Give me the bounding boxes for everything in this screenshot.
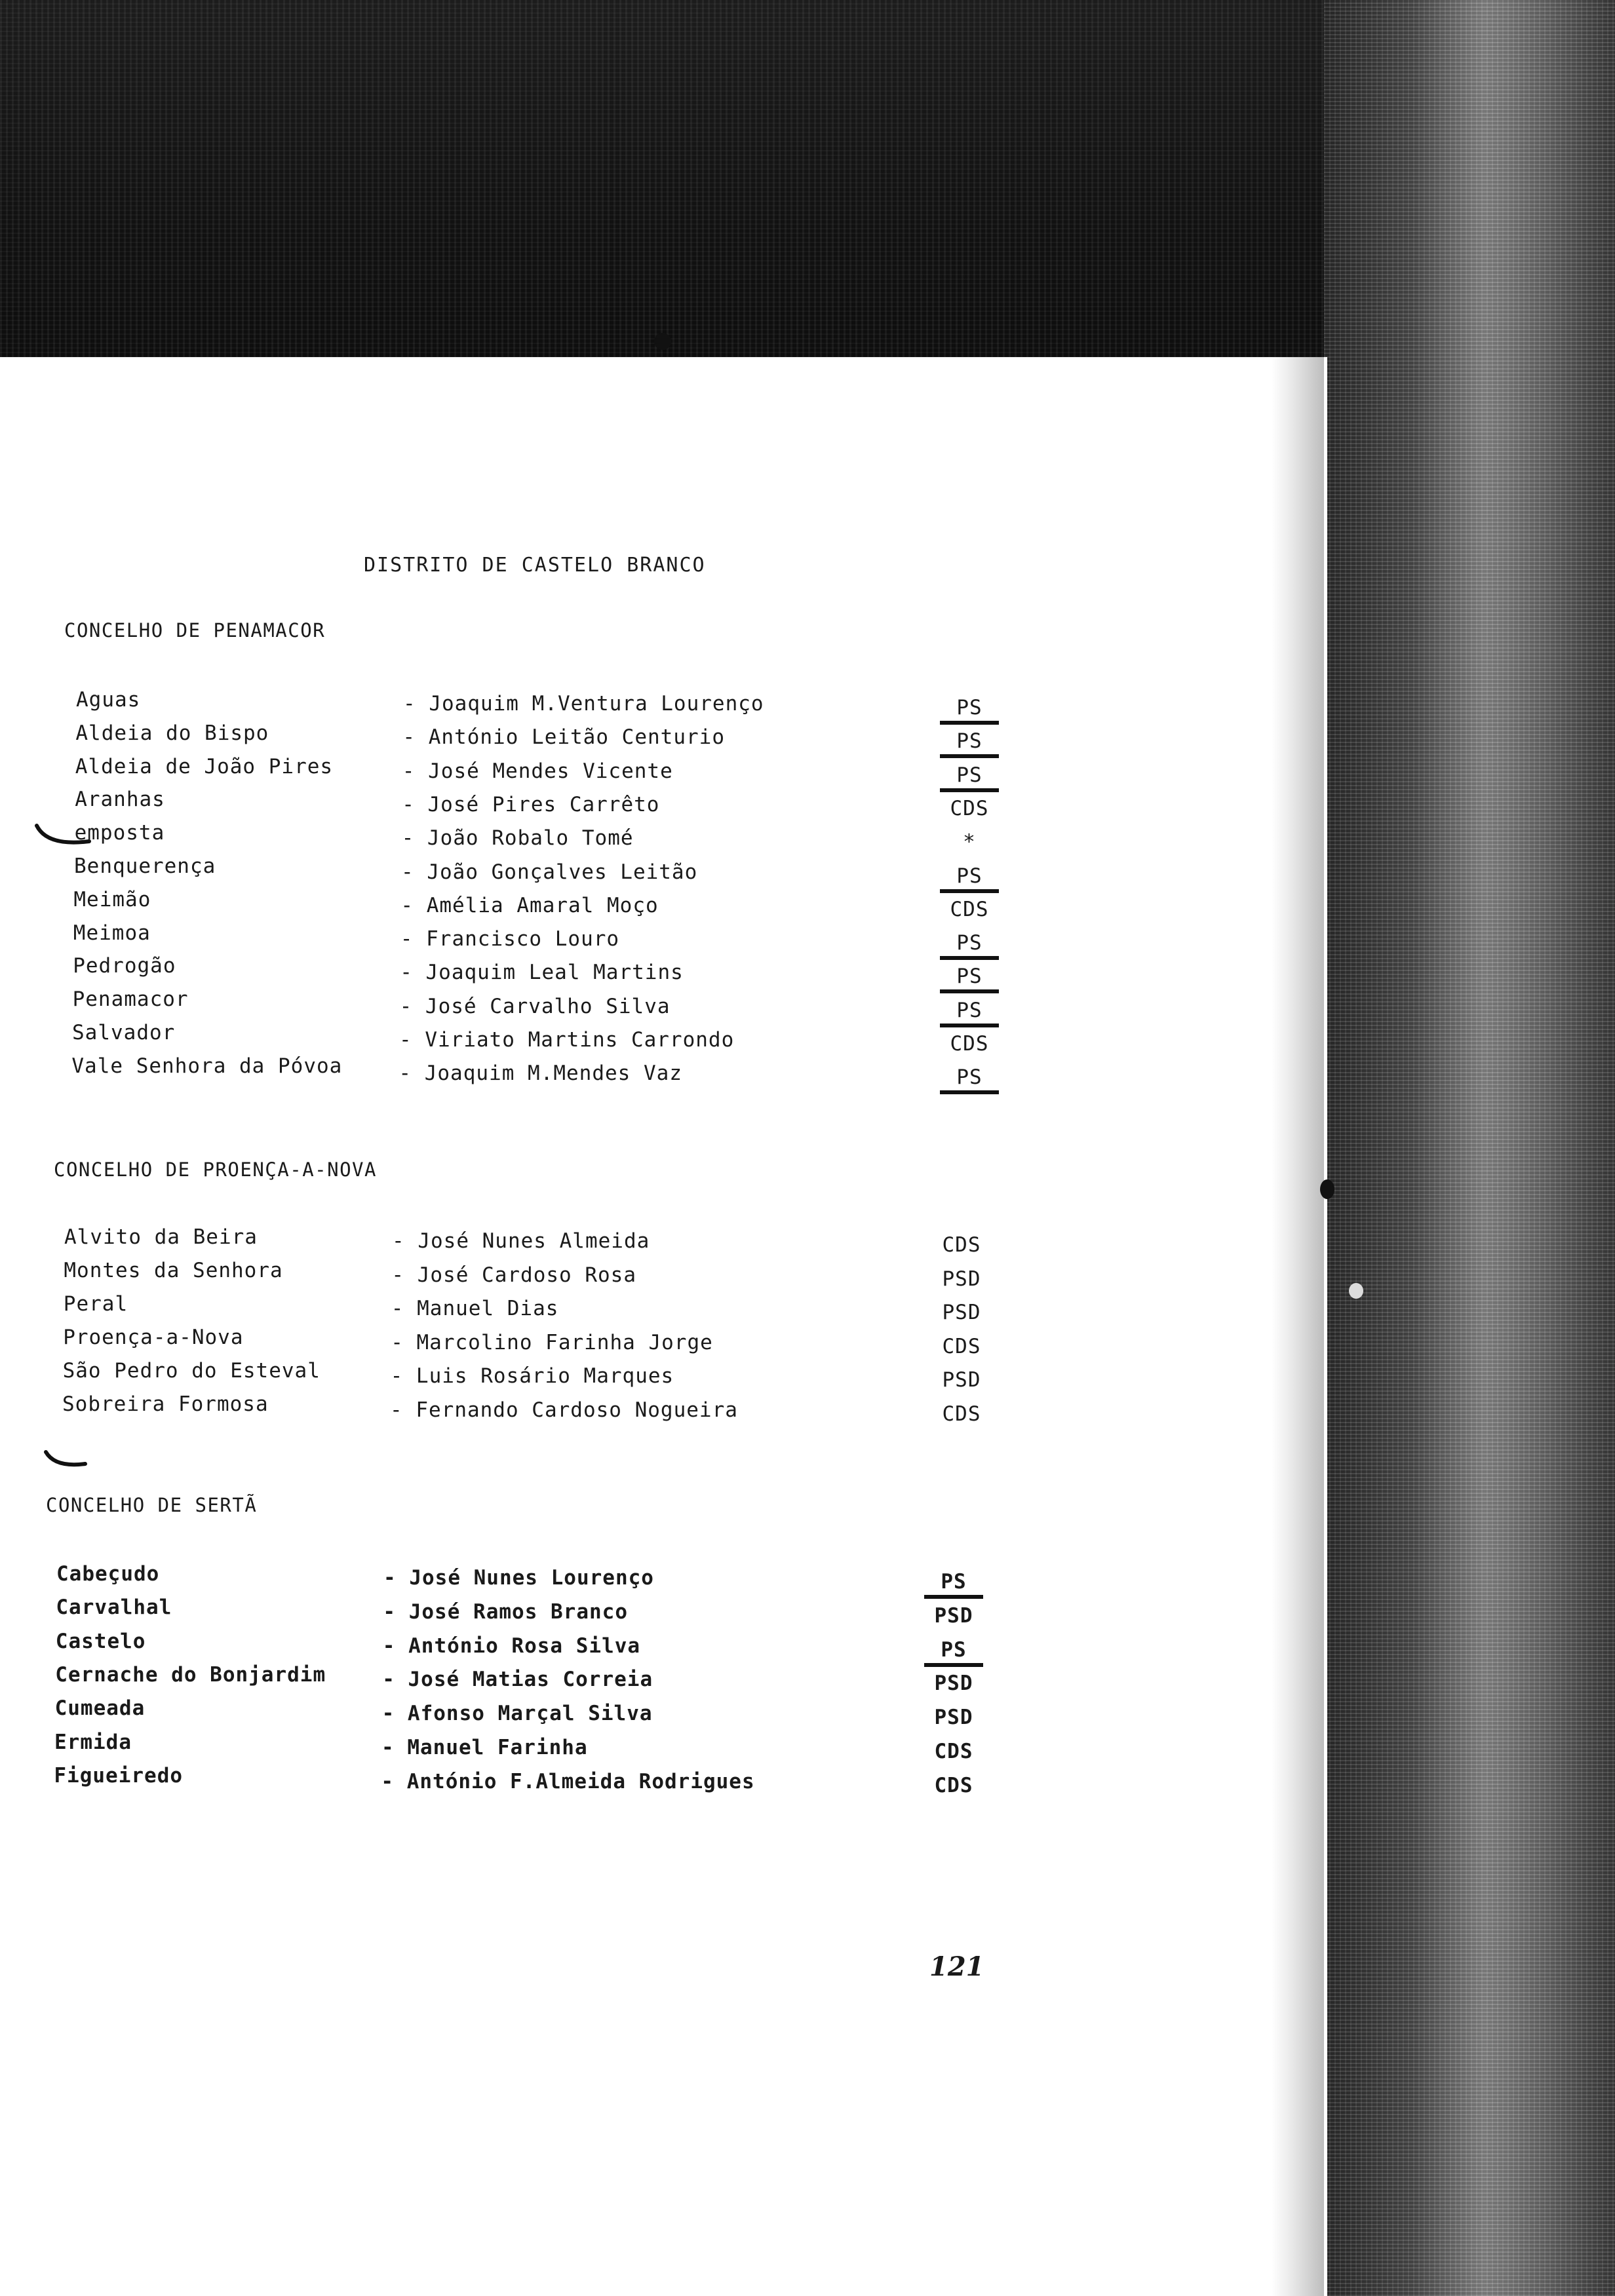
president-name: - José Ramos Branco: [383, 1599, 628, 1624]
president-name: - Marcolino Farinha Jorge: [391, 1330, 713, 1354]
party-label: PS: [940, 696, 999, 725]
parish-name: Pedrogão: [73, 954, 176, 978]
president-name: - José Cardoso Rosa: [391, 1263, 636, 1287]
parish-name: Alvito da Beira: [64, 1225, 258, 1249]
party-label: CDS: [934, 1740, 973, 1763]
party-label: PS: [940, 763, 999, 792]
parish-name: Cernache do Bonjardim: [55, 1662, 326, 1687]
section-heading: CONCELHO DE PENAMACOR: [64, 619, 326, 641]
parish-name: Montes da Senhora: [64, 1259, 283, 1282]
president-name: - António F.Almeida Rodrigues: [381, 1769, 755, 1793]
parish-name: Carvalhal: [56, 1596, 172, 1620]
party-label: PSD: [934, 1603, 973, 1628]
parish-name: Aguas: [76, 688, 141, 712]
party-label: CDS: [950, 897, 989, 921]
president-name: - José Mendes Vicente: [402, 759, 673, 783]
parish-name: Aldeia do Bispo: [75, 721, 269, 745]
party-label: PSD: [942, 1368, 981, 1392]
party-label: PSD: [942, 1267, 981, 1291]
party-label: PSD: [942, 1301, 981, 1324]
president-name: - José Nunes Almeida: [392, 1229, 650, 1253]
president-name: - António Leitão Centurio: [402, 725, 725, 750]
party-label: PSD: [934, 1706, 973, 1730]
president-name: - Luis Rosário Marques: [390, 1364, 674, 1388]
party-label: PS: [940, 1065, 999, 1094]
page-number: 121: [929, 1951, 984, 1982]
president-name: - Viriato Martins Carrondo: [399, 1028, 735, 1052]
parish-name: Salvador: [72, 1021, 176, 1044]
party-label: PS: [940, 999, 999, 1027]
parish-name: Cabeçudo: [56, 1562, 160, 1586]
president-name: - José Nunes Lourenço: [383, 1566, 654, 1590]
party-label: *: [963, 830, 976, 854]
president-name: - José Matias Correia: [382, 1668, 653, 1692]
parish-name: Castelo: [55, 1629, 146, 1653]
party-label: CDS: [950, 1032, 989, 1056]
president-name: - Joaquim Leal Martins: [400, 961, 684, 985]
party-label: CDS: [942, 1233, 981, 1257]
parish-name: Penamacor: [72, 987, 189, 1012]
parish-name: Meimão: [73, 887, 151, 911]
page-edge-shadow: [1272, 357, 1324, 2296]
parish-name: Benquerença: [74, 854, 216, 878]
district-title: DISTRITO DE CASTELO BRANCO: [364, 554, 706, 577]
punch-hole: [1320, 1179, 1334, 1199]
party-label: PS: [940, 864, 999, 893]
parish-name: Meimoa: [73, 921, 151, 945]
president-name: - José Pires Carrêto: [402, 792, 660, 816]
parish-name: São Pedro do Esteval: [62, 1359, 321, 1383]
section-heading: CONCELHO DE SERTÃ: [46, 1494, 258, 1516]
section-heading: CONCELHO DE PROENÇA-A-NOVA: [54, 1158, 377, 1181]
president-name: - Afonso Marçal Silva: [381, 1702, 653, 1726]
president-name: - Manuel Dias: [391, 1297, 559, 1320]
parish-name: Aldeia de João Pires: [75, 754, 334, 778]
parish-name: Aranhas: [75, 788, 165, 812]
president-name: - Joaquim M.Mendes Vaz: [399, 1062, 682, 1086]
president-name: - João Gonçalves Leitão: [401, 860, 698, 884]
party-label: PSD: [934, 1672, 973, 1696]
parish-name: Vale Senhora da Póvoa: [71, 1054, 343, 1078]
handwritten-check-mark: [34, 820, 93, 853]
parish-name: emposta: [74, 821, 165, 845]
parish-name: Sobreira Formosa: [62, 1392, 269, 1416]
parish-name: Ermida: [54, 1730, 132, 1754]
party-label: PS: [924, 1638, 983, 1667]
party-label: CDS: [934, 1773, 973, 1797]
punch-hole: [654, 333, 671, 350]
president-name: - Joaquim M.Ventura Lourenço: [403, 692, 764, 716]
parish-name: Peral: [63, 1292, 128, 1316]
president-name: - Francisco Louro: [400, 927, 620, 951]
parish-name: Figueiredo: [54, 1763, 184, 1788]
president-name: - José Carvalho Silva: [399, 994, 671, 1018]
parish-name: Proença-a-Nova: [63, 1326, 244, 1349]
handwritten-check-mark: [43, 1449, 89, 1473]
president-name: - Manuel Farinha: [381, 1736, 588, 1759]
party-label: PS: [924, 1570, 983, 1599]
party-label: PS: [940, 729, 999, 758]
party-label: PS: [940, 965, 999, 993]
punch-hole: [1349, 1283, 1363, 1299]
parish-name: Cumeada: [54, 1696, 146, 1721]
president-name: - Fernando Cardoso Nogueira: [390, 1398, 738, 1422]
president-name: - Amélia Amaral Moço: [400, 893, 659, 917]
party-label: CDS: [942, 1402, 981, 1426]
president-name: - João Robalo Tomé: [401, 826, 634, 851]
scanner-background-right: [1324, 0, 1615, 2296]
party-label: CDS: [950, 796, 989, 820]
party-label: CDS: [942, 1334, 981, 1358]
president-name: - António Rosa Silva: [382, 1634, 641, 1658]
party-label: PS: [940, 931, 999, 960]
